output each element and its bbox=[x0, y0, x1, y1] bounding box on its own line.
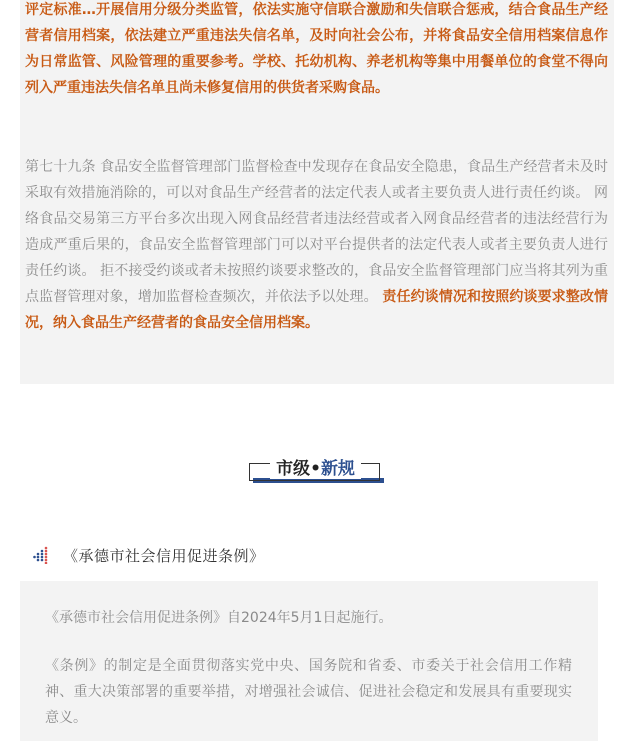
credit-supervision-paragraph: 评定标准…开展信用分级分类监管，依法实施守信联合激励和失信联合惩戒，结合食品生产经营者信用档案，依法建立严重违法失信名单，及时向社会公布，并将食品安全信用档案信息作为日常监管、风险管理的重要参考。学校、托幼机构、养老机构等集中用餐单位的食堂不得向列入严重违法失信名单且尚未修复信用的供货者采购食品。 bbox=[25, 2, 608, 96]
title-part-city: 市级 bbox=[276, 459, 311, 479]
regulation-heading bbox=[33, 543, 265, 567]
regulation-effective-date-paragraph: 《承德市社会信用促进条例》自2024年5月1日起施行。 bbox=[45, 610, 393, 626]
dots-icon bbox=[33, 546, 49, 564]
section-title-city-regulations bbox=[249, 454, 382, 483]
title-part-new: 新规 bbox=[320, 459, 355, 479]
regulation-significance-paragraph: 《条例》的制定是全面贯彻落实党中央、国务院和省委、市委关于社会信用工作精神、重大决策部署的重要举措，对增强社会诚信、促进社会稳定和发展具有重要现实意义。 bbox=[45, 658, 572, 726]
title-separator: • bbox=[310, 459, 321, 479]
section-title-label bbox=[249, 454, 382, 484]
regulation-title: 《承德市社会信用促进条例》 bbox=[63, 546, 265, 565]
article-79-paragraph bbox=[25, 154, 608, 336]
regulation-card bbox=[20, 581, 598, 741]
article-79-text: 第七十九条 食品安全监督管理部门监督检查中发现存在食品安全隐患，食品生产经营者未及时采取有效措施消除的，可以对食品生产经营者的法定代表人或者主要负责人进行责任约谈。 网络食品交易第三方平台多次出现入网食品经营者违法经营或者入网食品经营者的违法经营行为造成严重后果的，食品安全监督管理部门可以对平台提供者的法定代表人或者主要负责人进行责任约谈。 拒不接受约谈或者未按照约谈要求整改的，食品安全监督管理部门应当将其列为重点监督管理对象，增加监督检查频次，并依法予以处理。 bbox=[25, 159, 608, 305]
article-79-highlight: 责任约谈情况和按照约谈要求整改情况，纳入食品生产经营者的食品安全信用档案。 bbox=[25, 289, 609, 331]
